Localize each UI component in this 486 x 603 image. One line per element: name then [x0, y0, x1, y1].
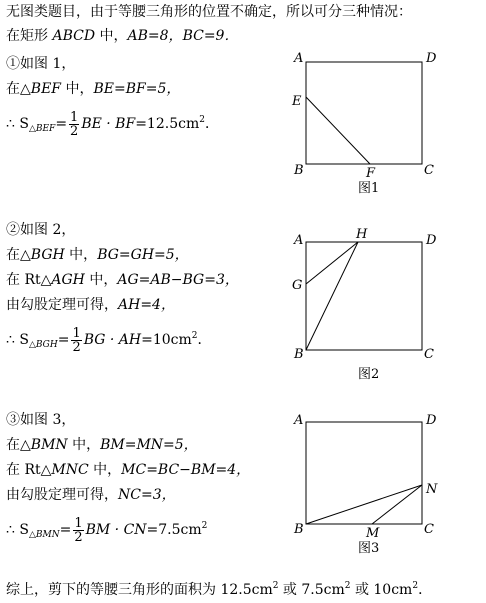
- case2-rt-mid: 中，: [84, 272, 118, 288]
- case1-frac-num: 1: [70, 109, 79, 125]
- case3-area-val: =7.5cm: [146, 522, 202, 538]
- fig3-label-c: C: [424, 522, 434, 537]
- case3-triangle: BMN: [30, 437, 68, 453]
- case3-rt-triangle: MNC: [51, 462, 89, 478]
- ab-length: AB=8，: [127, 28, 183, 44]
- case2-pyth-prefix: 由勾股定理可得，: [6, 297, 118, 313]
- case2-area-val: =10cm: [141, 332, 192, 348]
- fig3-segment-bn: [306, 485, 422, 524]
- fig2-label-g: G: [292, 278, 303, 293]
- intro-line-1: 无图类题目，由于等腰三角形的位置不确定，所以可分三种情况：: [6, 4, 412, 20]
- case3-pyth-line: [6, 485, 176, 505]
- case2-area-eq: =: [57, 332, 70, 348]
- fig3-label-m: M: [366, 526, 380, 541]
- fig2-caption: 图2: [358, 367, 380, 382]
- fig1-caption: 图1: [358, 181, 380, 196]
- case1-area-end: ．: [204, 116, 219, 132]
- intro-line-2: [6, 26, 238, 46]
- intro-prefix: 在矩形: [6, 28, 53, 44]
- case1-heading: ①如图 1，: [6, 56, 76, 72]
- case3-rt-line: [6, 460, 250, 480]
- case2-rt-triangle: AGH: [51, 272, 85, 288]
- case3-rt-prefix: 在 Rt△: [6, 462, 52, 478]
- case2-rt-eq: AG=AB−BG=3，: [117, 272, 239, 288]
- figure-2: [288, 228, 448, 388]
- fig1-label-d: D: [426, 51, 437, 66]
- case1-tri-mid: 中，: [61, 81, 94, 97]
- intro-mid: 中，: [95, 28, 128, 44]
- case2-area-sub: △BGH: [28, 340, 58, 350]
- summary-exp-2: 2: [344, 581, 351, 591]
- case3-frac-num: 1: [74, 515, 83, 531]
- case1-area-eq: =: [55, 116, 68, 132]
- fig3-caption: 图3: [358, 541, 380, 556]
- case2-triangle: BGH: [30, 247, 65, 263]
- case3-triangle-eq: BM=MN=5，: [100, 437, 198, 453]
- case3-frac-den: 2: [74, 529, 83, 545]
- summary-end: ．: [418, 582, 433, 598]
- case3-tri-mid: 中，: [67, 437, 101, 453]
- case2-triangle-line: [6, 245, 189, 265]
- summary-line: [6, 576, 432, 600]
- case1-frac-den: 2: [70, 123, 79, 139]
- figure-1: [288, 50, 448, 200]
- figure-3: [288, 408, 448, 560]
- case1-triangle-line: [6, 79, 180, 99]
- case1-triangle: BEF: [30, 81, 62, 97]
- case2-frac-num: 1: [72, 325, 81, 341]
- fig3-label-n: N: [426, 482, 438, 497]
- case2-triangle-eq: BG=GH=5，: [97, 247, 189, 263]
- case3-triangle-line: [6, 435, 198, 455]
- summary-exp-1: 2: [272, 581, 279, 591]
- case2-area-line: [6, 320, 212, 361]
- summary-text: 综上，剪下的等腰三角形的面积为 12.5cm: [6, 582, 273, 598]
- case3-pyth-eq: NC=3，: [118, 487, 176, 503]
- case3-area-eq: =: [59, 522, 72, 538]
- fig2-label-h: H: [356, 227, 368, 242]
- fig2-rect: [306, 242, 422, 350]
- case1-area-exp: 2: [199, 115, 205, 125]
- case1-triangle-eq: BE=BF=5，: [93, 81, 181, 97]
- case2-rt-line: [6, 270, 239, 290]
- fig3-segment-mn: [372, 485, 422, 524]
- case3-area-prefix: ∴ S: [6, 522, 29, 538]
- case3-fraction: [73, 517, 83, 544]
- fig1-label-b: B: [294, 163, 304, 178]
- case2-frac-den: 2: [72, 339, 81, 355]
- bc-length: BC=9．: [182, 28, 239, 44]
- case3-area-line: [6, 510, 207, 551]
- case2-pyth-line: [6, 295, 175, 315]
- case1-area-val: =12.5cm: [135, 116, 200, 132]
- fig2-label-a: A: [294, 233, 304, 248]
- fig2-label-c: C: [424, 347, 434, 362]
- case3-pyth-prefix: 由勾股定理可得，: [6, 487, 118, 503]
- case2-fraction: [71, 327, 81, 354]
- fig2-segment-bh: [306, 242, 358, 350]
- case3-area-exp: 2: [201, 521, 208, 531]
- fig1-label-e: E: [292, 94, 302, 109]
- rect-name: ABCD: [52, 28, 96, 44]
- case3-area-sub: △BMN: [28, 530, 60, 540]
- case2-area-prefix: ∴ S: [6, 332, 29, 348]
- case1-area-line: [6, 104, 219, 145]
- fig3-rect: [306, 422, 422, 524]
- summary-exp-3: 2: [412, 581, 419, 591]
- fig1-label-c: C: [424, 163, 434, 178]
- case3-tri-prefix: 在△: [6, 437, 31, 453]
- fig3-label-a: A: [294, 413, 304, 428]
- fig1-label-f: F: [366, 166, 376, 181]
- summary-mid-2: 或 10cm: [350, 582, 413, 598]
- case3-heading: ③如图 3，: [6, 412, 76, 428]
- case2-heading: ②如图 2，: [6, 222, 76, 238]
- case1-area-prefix: ∴ S: [6, 116, 29, 132]
- fig1-rect: [306, 62, 422, 164]
- case2-tri-prefix: 在△: [6, 247, 31, 263]
- fig2-label-b: B: [294, 347, 304, 362]
- case1-fraction: [69, 111, 79, 138]
- case2-tri-mid: 中，: [64, 247, 98, 263]
- case3-rt-eq: MC=BC−BM=4，: [121, 462, 251, 478]
- case1-tri-prefix: 在△: [6, 81, 31, 97]
- case1-area-sub: △BEF: [28, 124, 56, 134]
- case2-pyth-eq: AH=4，: [118, 297, 175, 313]
- fig3-label-b: B: [294, 522, 304, 537]
- summary-mid-1: 或 7.5cm: [278, 582, 345, 598]
- fig1-label-a: A: [294, 51, 304, 66]
- case2-area-expr: BG · AH: [83, 332, 142, 348]
- case2-area-end: ．: [197, 332, 212, 348]
- case3-rt-mid: 中，: [88, 462, 122, 478]
- fig2-segment-gh: [306, 242, 358, 284]
- fig1-segment-ef: [306, 97, 370, 164]
- case2-area-exp: 2: [191, 331, 198, 341]
- case2-rt-prefix: 在 Rt△: [6, 272, 52, 288]
- fig3-label-d: D: [426, 413, 437, 428]
- fig2-label-d: D: [426, 233, 437, 248]
- case3-area-expr: BM · CN: [85, 522, 147, 538]
- case1-area-expr: BE · BF: [81, 116, 136, 132]
